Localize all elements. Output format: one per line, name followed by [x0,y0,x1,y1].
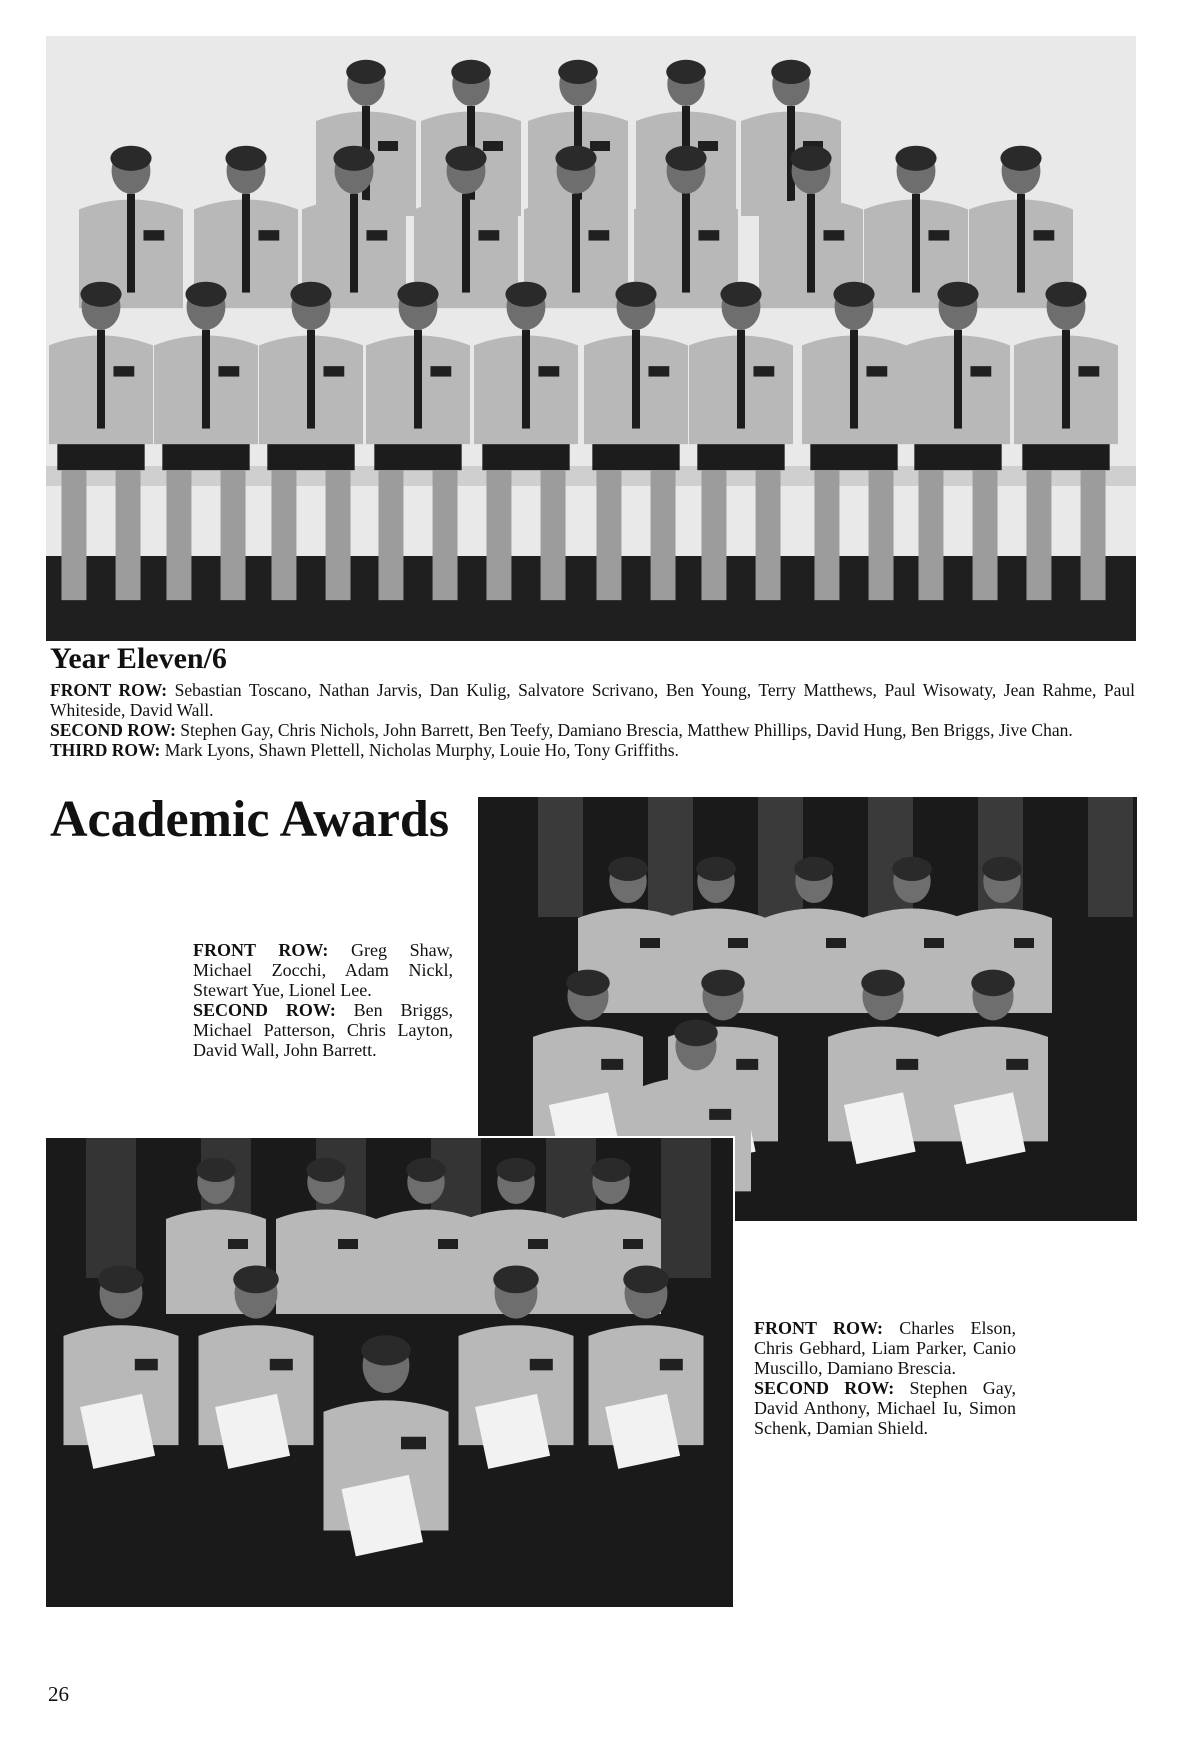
class-row-third [50,740,1135,760]
caption-bottom-second [754,1378,1016,1438]
row-names: Stephen Gay, David Anthony, Michael Iu, Simon Schenk, Damian Shield. [754,1378,1017,1438]
awards-photo-bottom [46,1136,735,1607]
row-label: THIRD ROW: [50,740,161,760]
class-row-second [50,720,1135,740]
awards-photo-bottom-image [46,1138,733,1607]
row-names: Mark Lyons, Shawn Plettell, Nicholas Murphy, Louie Ho, Tony Griffiths. [164,740,679,760]
awards-caption-top [193,940,453,1060]
page-number: 26 [48,1682,69,1706]
row-label: FRONT ROW: [754,1318,883,1338]
caption-top-second [193,1000,453,1060]
class-photo [46,36,1136,641]
row-names: Ben Briggs, Michael Patterson, Chris Layton, David Wall, John Barrett. [193,1000,453,1060]
row-label: SECOND ROW: [754,1378,895,1398]
section-title: Academic Awards [50,791,450,848]
row-names: Sebastian Toscano, Nathan Jarvis, Dan Kulig, Salvatore Scrivano, Ben Young, Terry Matthews, Paul Wisowaty, Jean Rahme, Paul Whiteside, David Wall. [50,680,1136,720]
row-label: FRONT ROW: [50,680,168,700]
class-title: Year Eleven/6 [50,642,227,675]
caption-bottom-front [754,1318,1016,1378]
row-label: SECOND ROW: [193,1000,336,1020]
row-names: Greg Shaw, Michael Zocchi, Adam Nickl, Stewart Yue, Lionel Lee. [193,940,453,1000]
row-names: Charles Elson, Chris Gebhard, Liam Parker, Canio Muscillo, Damiano Brescia. [754,1318,1016,1378]
class-caption [50,680,1135,760]
caption-top-front [193,940,453,1000]
awards-caption-bottom [754,1318,1016,1438]
row-label: FRONT ROW: [193,940,329,960]
class-photo-image [46,36,1136,641]
row-names: Stephen Gay, Chris Nichols, John Barrett, Ben Teefy, Damiano Brescia, Matthew Phillips, David Hung, Ben Briggs, Jive Chan. [180,720,1073,740]
class-row-front [50,680,1135,720]
row-label: SECOND ROW: [50,720,176,740]
